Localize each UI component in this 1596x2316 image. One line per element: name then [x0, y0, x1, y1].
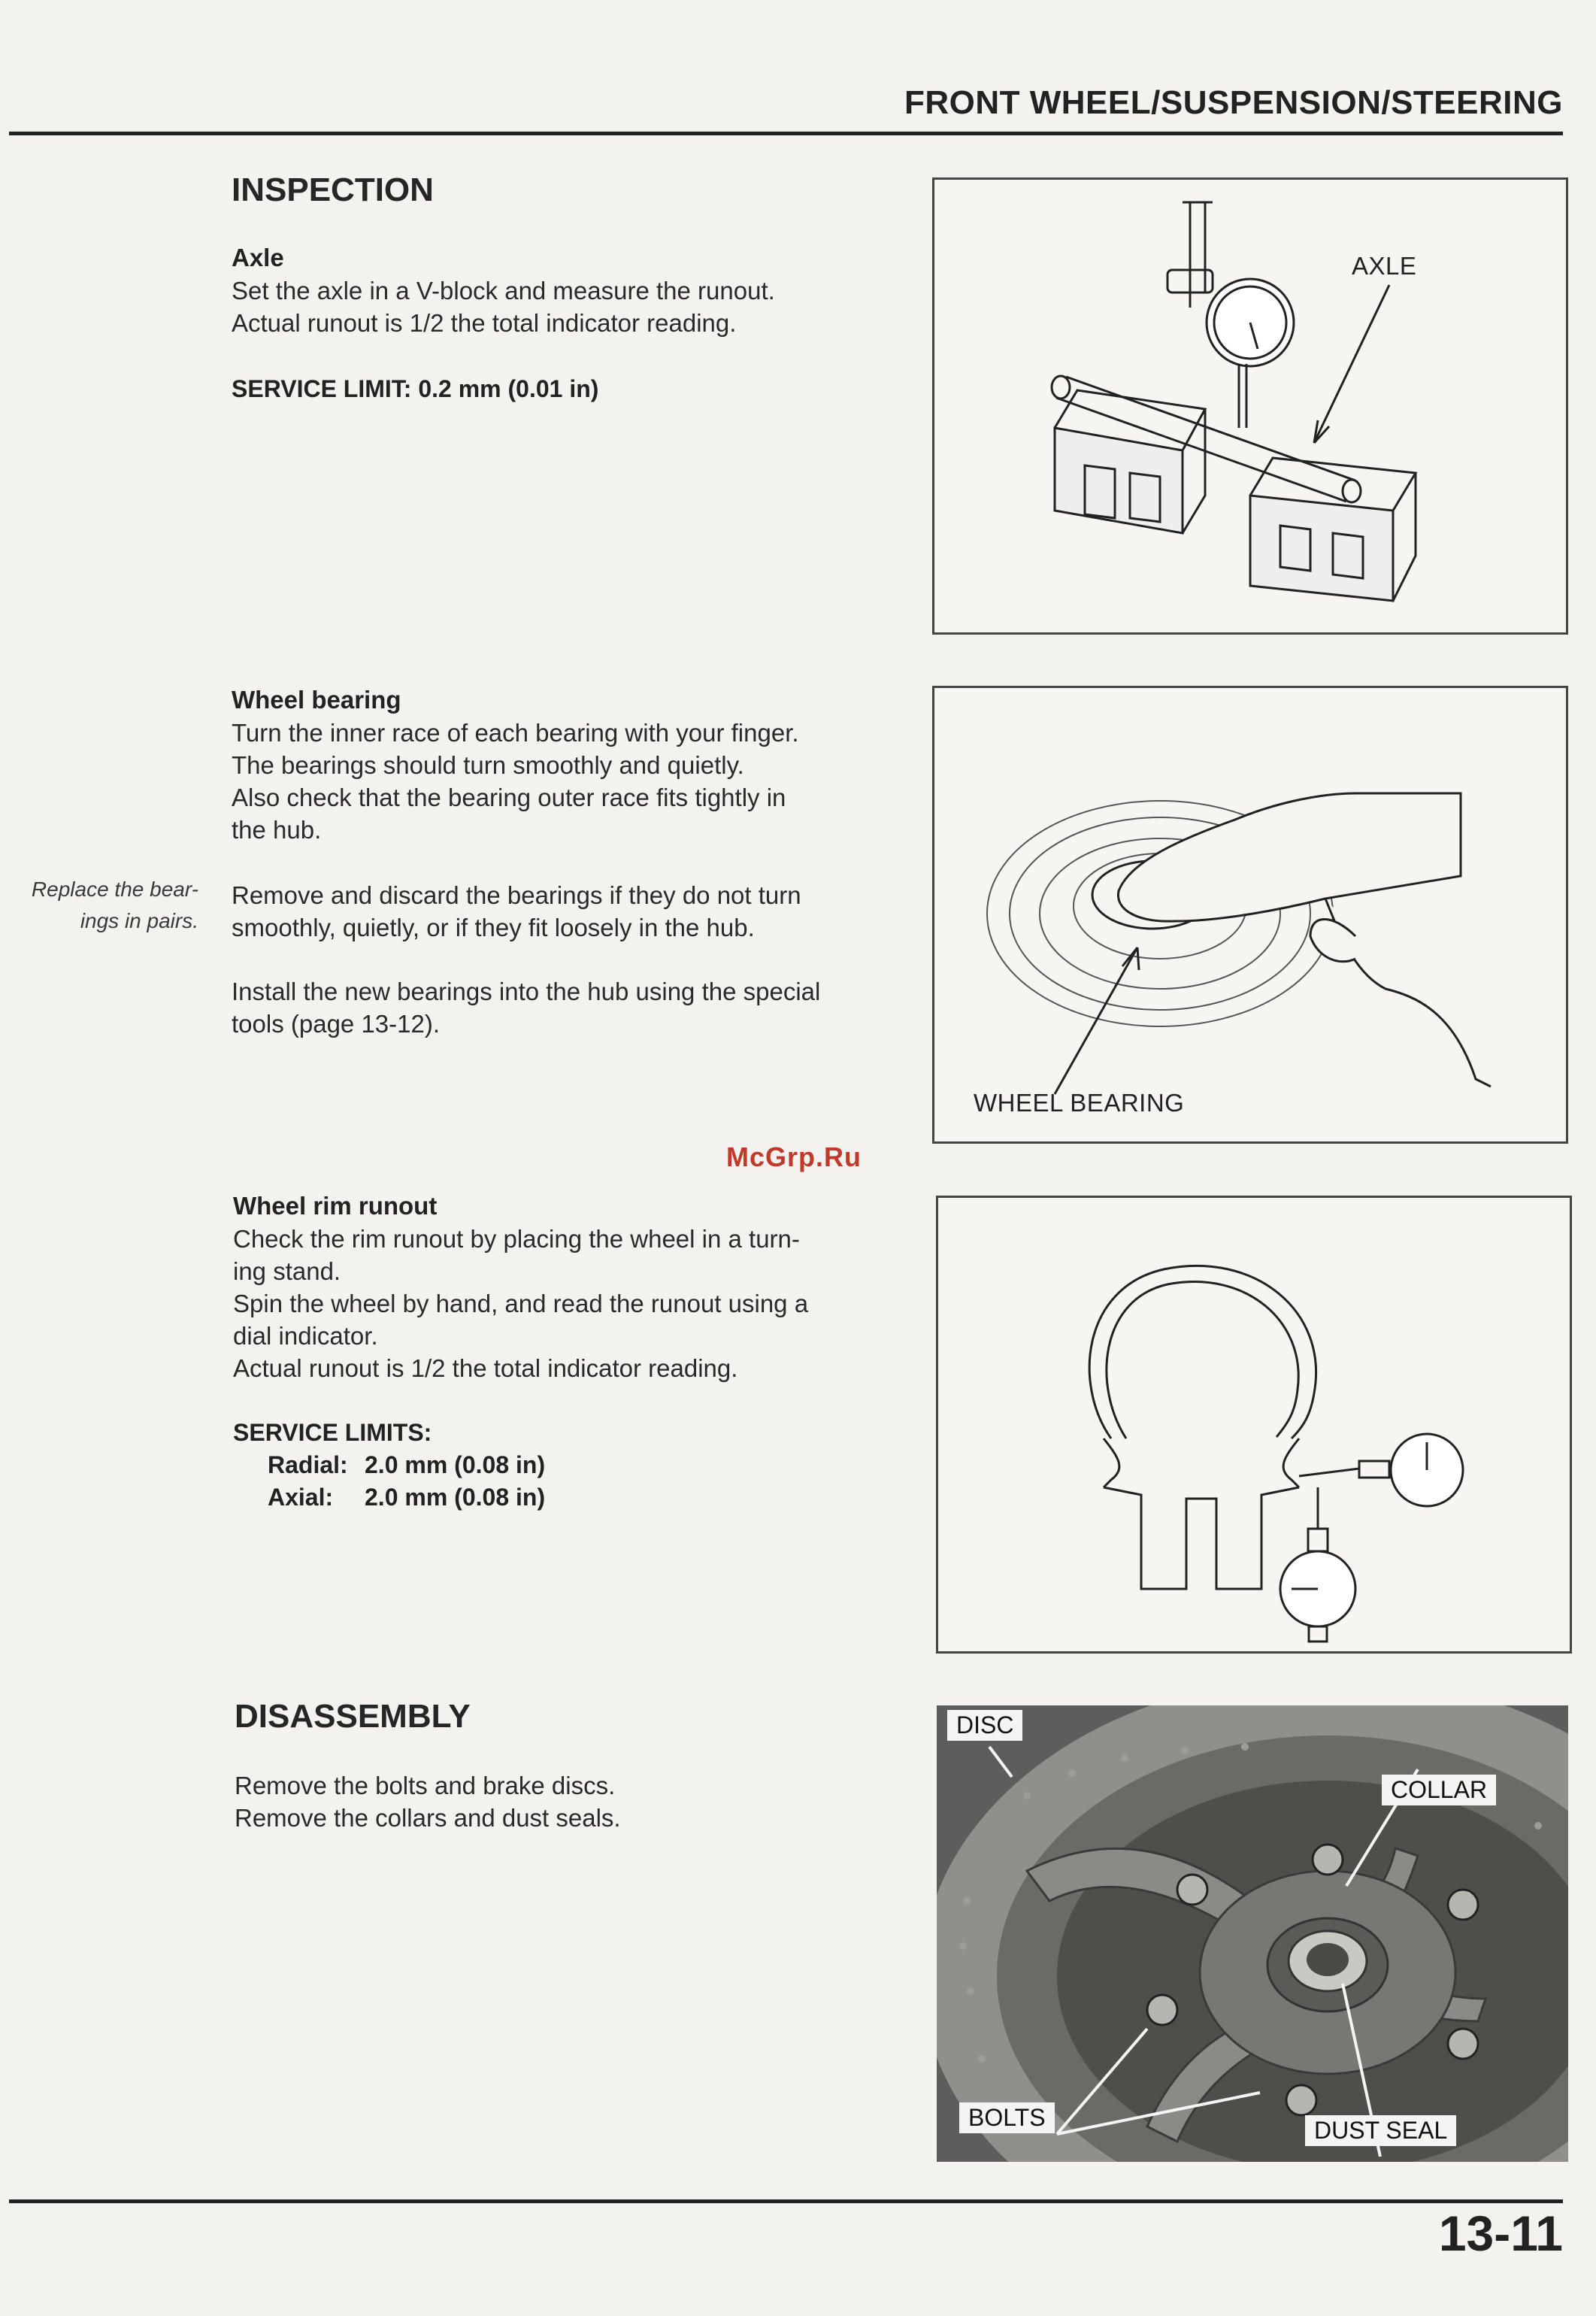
bolts-label: BOLTS [959, 2102, 1055, 2133]
disc-label: DISC [947, 1710, 1022, 1741]
rim-runout-figure [936, 1196, 1572, 1654]
axle-heading: Axle [232, 244, 284, 271]
rim-axial-value: 2.0 mm (0.08 in) [365, 1484, 546, 1511]
wheel-bearing-figure [932, 686, 1568, 1144]
rim-radial-value: 2.0 mm (0.08 in) [365, 1451, 546, 1478]
rim-axial-label: Axial: [268, 1484, 334, 1511]
rim-runout-text: Check the rim runout by placing the wheel in a turn- ing stand. Spin the wheel by hand, and read the runout using a dial indicator. Actual runout is 1/2 the total indicator reading. [233, 1225, 809, 1382]
section-header-title: FRONT WHEEL/SUSPENSION/STEERING [904, 84, 1563, 121]
rim-radial-label: Radial: [268, 1451, 348, 1478]
inspection-title: INSPECTION [232, 171, 434, 208]
disassembly-title: DISASSEMBLY [235, 1698, 471, 1735]
axle-figure-label: AXLE [1352, 252, 1417, 280]
bearing-side-note: Replace the bear- ings in pairs. [31, 878, 198, 932]
disassembly-photo [937, 1705, 1568, 2162]
wheel-bearing-figure-label: WHEEL BEARING [974, 1089, 1185, 1117]
page-number: 13-11 [1438, 2205, 1563, 2261]
disassembly-text: Remove the bolts and brake discs. Remove the collars and dust seals. [235, 1772, 621, 1832]
footer-rule [9, 2199, 1563, 2203]
collar-label: COLLAR [1382, 1775, 1496, 1805]
wheel-bearing-heading: Wheel bearing [232, 686, 401, 714]
axle-text: Set the axle in a V-block and measure the runout. Actual runout is 1/2 the total indicator reading. [232, 277, 775, 337]
header-rule [9, 132, 1563, 135]
wheel-bearing-install-text: Install the new bearings into the hub using the special tools (page 13-12). [232, 978, 821, 1038]
axle-vblock-illustration [934, 180, 1566, 632]
axle-service-limit: SERVICE LIMIT: 0.2 mm (0.01 in) [232, 375, 599, 402]
rim-runout-heading: Wheel rim runout [233, 1192, 438, 1220]
wheel-bearing-text: Turn the inner race of each bearing with your finger. The bearings should turn smoothly and quietly. Also check that the bearing outer race fits tightly in the hub. [232, 719, 799, 844]
dust-seal-label: DUST SEAL [1305, 2115, 1456, 2146]
axle-figure [932, 177, 1568, 635]
rim-runout-illustration [938, 1198, 1570, 1651]
wheel-bearing-remove-text: Remove and discard the bearings if they do not turn smoothly, quietly, or if they fit loosely in the hub. [232, 881, 801, 941]
rim-service-limits-title: SERVICE LIMITS: [233, 1419, 432, 1446]
watermark: McGrp.Ru [726, 1141, 862, 1172]
wheel-bearing-illustration [934, 688, 1566, 1141]
